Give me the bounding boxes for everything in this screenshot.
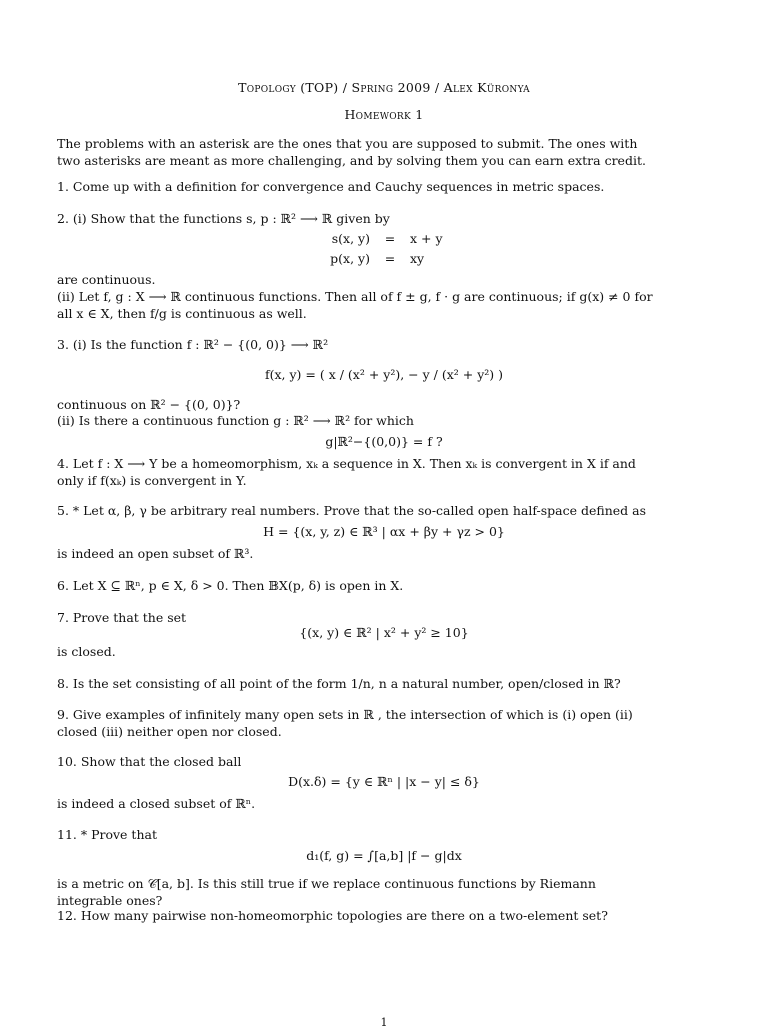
problem-5-continued: is indeed an open subset of ℝ³. [57,546,254,561]
problem-7-statement: 7. Prove that the set [57,610,187,625]
problem-7-continued: is closed. [57,644,116,659]
problem-2-continued: are continuous. [57,272,156,287]
problem-5-equation: H = {(x, y, z) ∈ ℝ³ | αx + βy + γz > 0} [263,524,505,539]
equation-row: s(x, y) = x + y [331,231,443,246]
document-title: Topology (TOP) / Spring 2009 / Alex Küronya [238,80,530,95]
problem-3-continued: continuous on ℝ² − {(0, 0)}? [57,397,241,412]
problem-8: 8. Is the set consisting of all point of the form 1/n, n a natural number, open/closed in ℝ? [57,676,621,691]
problem-11-equation: d₁(f, g) = ∫[a,b] |f − g|dx [306,848,462,863]
problem-2-statement: 2. (i) Show that the functions s, p : ℝ² ⟶ ℝ given by [57,211,390,226]
problem-4: 4. Let f : X ⟶ Y be a homeomorphism, xₖ a sequence in X. Then xₖ is convergent in X if and only if f(xₖ) is convergent in Y. [57,456,636,488]
problem-10-equation: D(x.δ) = {y ∈ ℝⁿ | |x − y| ≤ δ} [288,774,480,789]
problem-3-equation-2: g|ℝ²−{(0,0)} = f ? [325,434,443,449]
problem-1: 1. Come up with a definition for convergence and Cauchy sequences in metric spaces. [57,179,605,194]
problem-2-equations [290,230,490,270]
problem-11-continued: is a metric on 𝒞[a, b]. Is this still true if we replace continuous functions by Riemann integrable ones? [57,876,596,908]
problem-6: 6. Let X ⊆ ℝⁿ, p ∈ X, δ > 0. Then 𝔹X(p, δ) is open in X. [57,578,404,593]
problem-5-statement: 5. * Let α, β, γ be arbitrary real numbers. Prove that the so-called open half-space defined as [57,503,646,518]
problem-12: 12. How many pairwise non-homeomorphic topologies are there on a two-element set? [57,908,608,923]
document-subtitle: Homework 1 [344,107,424,122]
page-number: 1 [380,1016,388,1029]
equation-row: p(x, y) = xy [330,251,425,266]
problem-3-part-ii: (ii) Is there a continuous function g : ℝ² ⟶ ℝ² for which [57,413,414,428]
intro-paragraph: The problems with an asterisk are the ones that you are supposed to submit. The ones with two asterisks are meant as more challenging, and by solving them you can earn extra credit. [57,136,646,168]
problem-10-continued: is indeed a closed subset of ℝⁿ. [57,796,256,811]
problem-10-statement: 10. Show that the closed ball [57,754,242,769]
problem-11-statement: 11. * Prove that [57,827,157,842]
problem-9: 9. Give examples of infinitely many open sets in ℝ , the intersection of which is (i) open (ii) closed (iii) neither open nor closed. [57,707,633,739]
problem-3-statement: 3. (i) Is the function f : ℝ² − {(0, 0)} ⟶ ℝ² [57,337,329,352]
problem-7-equation: {(x, y) ∈ ℝ² | x² + y² ≥ 10} [299,625,469,640]
problem-3-equation: f(x, y) = ( x / (x² + y²), − y / (x² + y²) ) [265,367,503,382]
problem-2-part-ii: (ii) Let f, g : X ⟶ ℝ continuous functions. Then all of f ± g, f · g are continuous; if g(x) ≠ 0 for all x ∈ X, then f/g is continuous as well. [57,289,653,321]
